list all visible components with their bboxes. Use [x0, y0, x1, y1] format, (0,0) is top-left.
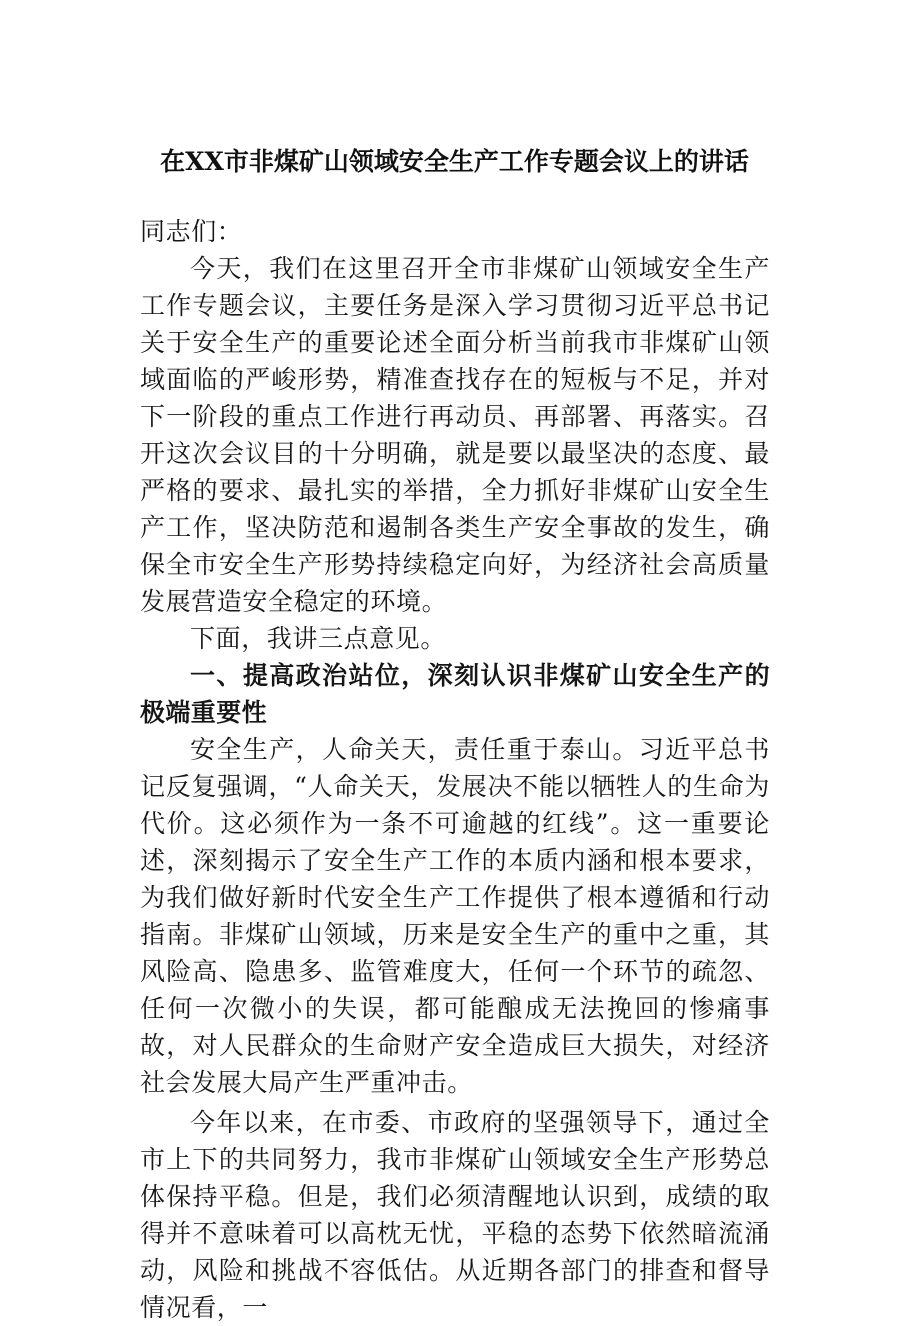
section-1-paragraph-2: 今年以来，在市委、市政府的坚强领导下，通过全市上下的共同努力，我市非煤矿山领域安全生产形势总体保持平稳。但是，我们必须清醒地认识到，成绩的取得并不意味着可以高枕无忧，平稳的态势下依然暗流涌动，风险和挑战不容低估。从近期各部门的排查和督导情况看，一 — [140, 1108, 770, 1322]
section-1-paragraph-1: 安全生产，人命关天，责任重于泰山。习近平总书记反复强调，“人命关天，发展决不能以牺牲人的生命为代价。这必须作为一条不可逾越的红线”。这一重要论述，深刻揭示了安全生产工作的本质内涵和根本要求，为我们做好新时代安全生产工作提供了根本遵循和行动指南。非煤矿山领域，历来是安全生产的重中之重，其风险高、隐患多、监管难度大，任何一个环节的疏忽、任何一次微小的失误，都可能酿成无法挽回的惨痛事故，对人民群众的生命财产安全造成巨大损失，对经济社会发展大局产生严重冲击。 — [140, 735, 770, 1097]
document-body — [140, 213, 770, 1326]
paragraph-transition: 下面，我讲三点意见。 — [190, 624, 447, 653]
section-1-heading: 一、提高政治站位，深刻认识非煤矿山安全生产的极端重要性 — [140, 661, 770, 727]
paragraph-opening: 今天，我们在这里召开全市非煤矿山领域安全生产工作专题会议，主要任务是深入学习贯彻习近平总书记关于安全生产的重要论述全面分析当前我市非煤矿山领域面临的严峻形势，精准查找存在的短板与不足，并对下一阶段的重点工作进行再动员、再部署、再落实。召开这次会议目的十分明确，就是要以最坚决的态度、最严格的要求、最扎实的举措，全力抓好非煤矿山安全生产工作，坚决防范和遏制各类生产安全事故的发生，确保全市安全生产形势持续稳定向好，为经济社会高质量发展营造安全稳定的环境。 — [140, 254, 770, 616]
document-title: 在XX市非煤矿山领域安全生产工作专题会议上的讲话 — [160, 147, 749, 176]
salutation: 同志们： — [140, 217, 243, 246]
